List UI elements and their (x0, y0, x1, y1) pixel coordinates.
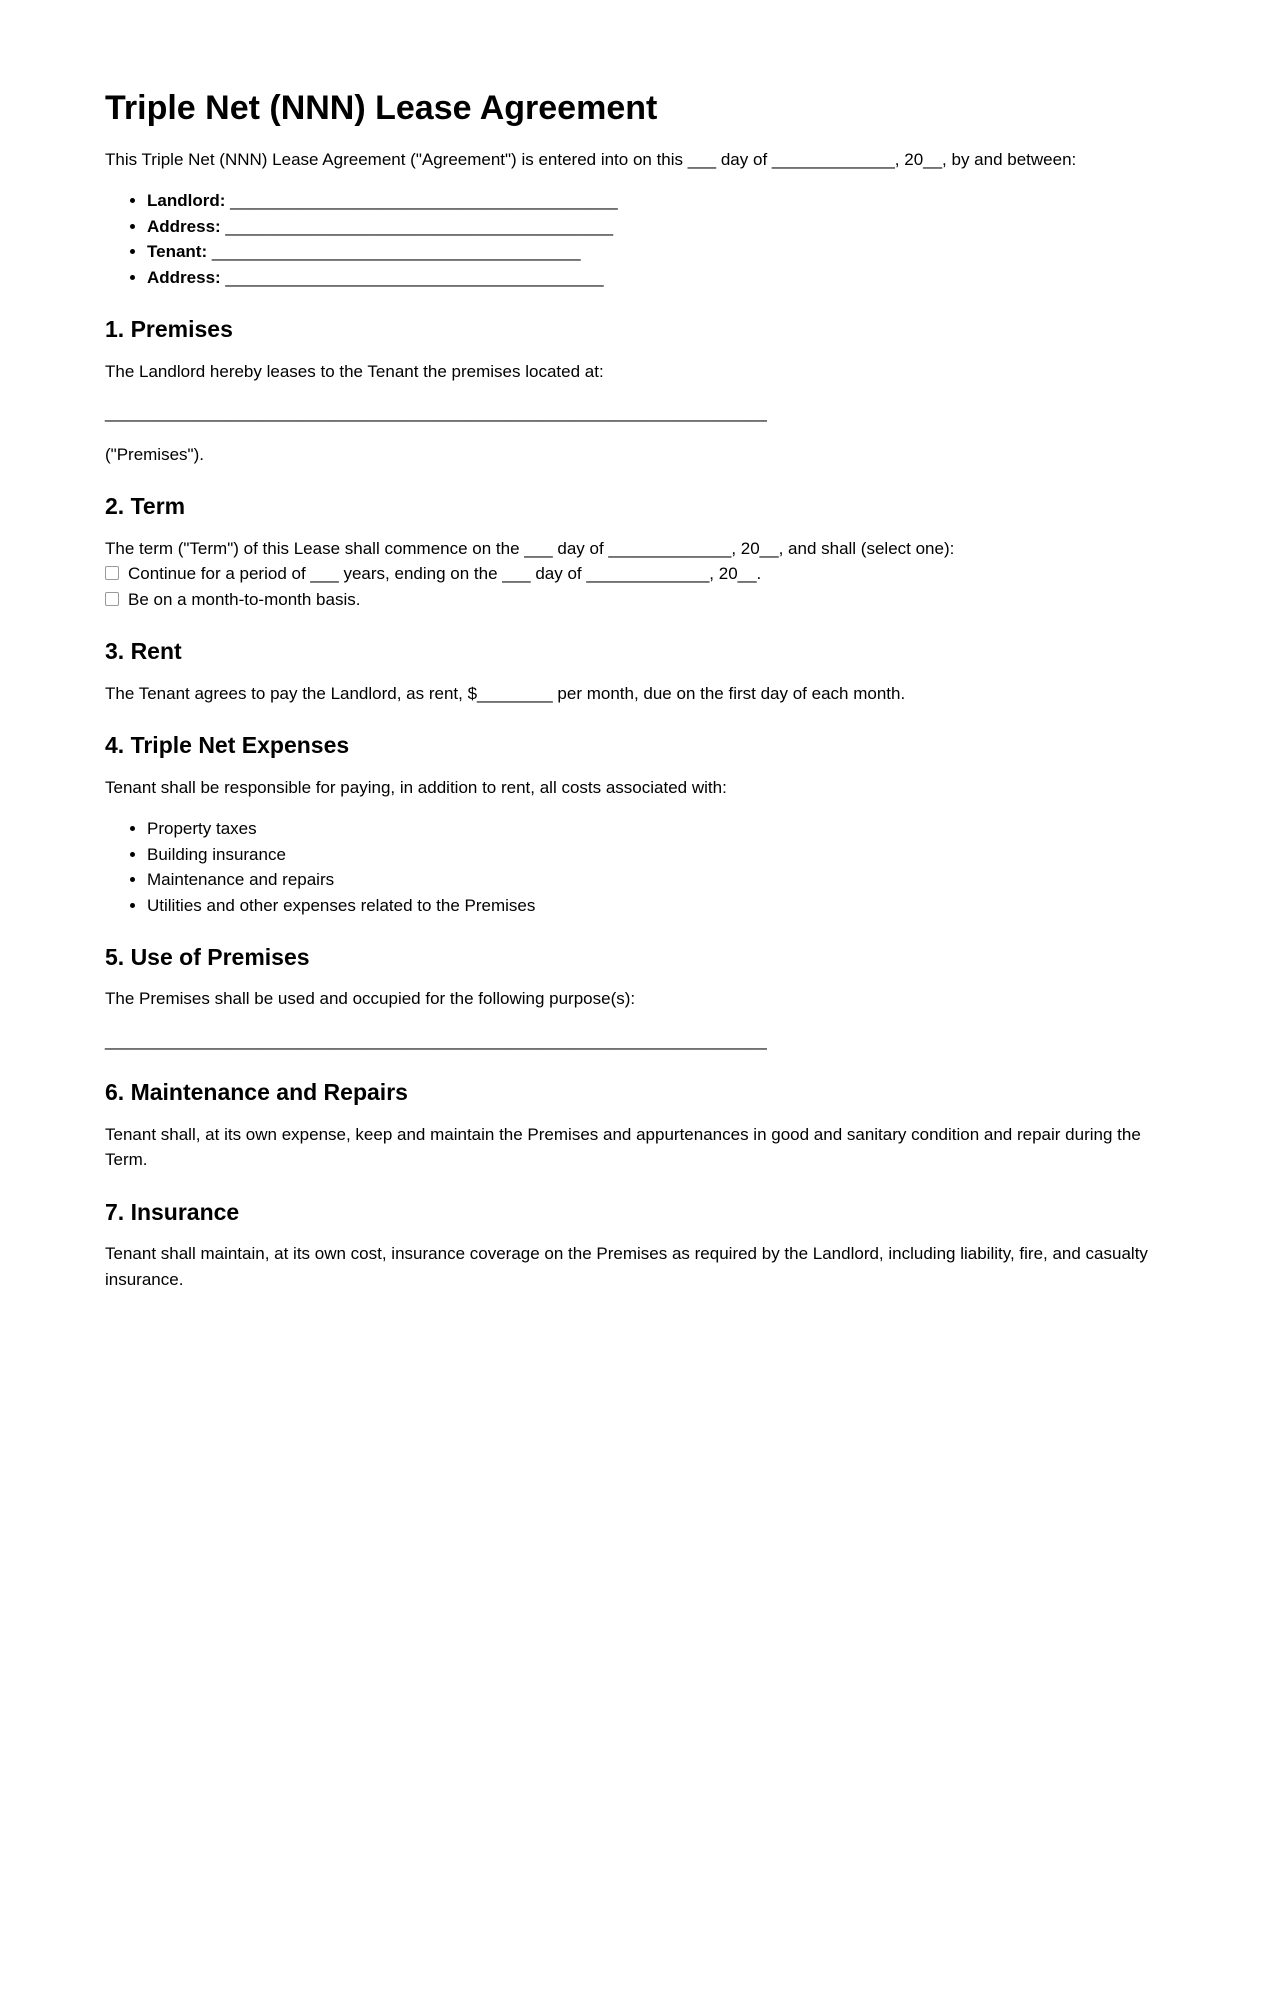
section-heading: 5. Use of Premises (105, 944, 310, 971)
party-blank-line: _______________________________________ (211, 242, 581, 262)
party-label: Landlord: (147, 191, 226, 211)
section-term (105, 493, 1158, 612)
section-heading: 7. Insurance (105, 1198, 240, 1225)
party-item-tenant-address (147, 265, 1158, 291)
premises-blank-line: ______________________________________________________________________ (105, 403, 767, 423)
section-body: Tenant shall be responsible for paying, in addition to rent, all costs associated with: (105, 777, 727, 797)
section-heading: 3. Rent (105, 638, 182, 665)
section-maintenance-and-repairs (105, 1079, 1158, 1172)
expense-item: • Property taxes (147, 816, 1158, 842)
party-item-tenant (147, 239, 1158, 265)
option-label: Continue for a period of ___ years, ending on the ___ day of _____________, 20__. (128, 564, 762, 584)
checkbox-icon[interactable] (105, 592, 119, 606)
party-item-landlord (147, 188, 1158, 214)
section-body: The Tenant agrees to pay the Landlord, as rent, $________ per month, due on the first day of each month. (105, 683, 906, 703)
section-heading: 2. Term (105, 493, 186, 520)
section-use-of-premises (105, 944, 1158, 1053)
expenses-list (105, 816, 1158, 918)
party-blank-line: _________________________________________ (225, 216, 614, 236)
term-option-month-to-month[interactable] (105, 587, 1158, 613)
expense-item: • Utilities and other expenses related to the Premises (147, 893, 1158, 919)
document-title: Triple Net (NNN) Lease Agreement (105, 89, 658, 127)
term-option-fixed-period[interactable] (105, 561, 1158, 587)
premises-note: ("Premises"). (105, 444, 204, 464)
use-blank-line: ______________________________________________________________________ (105, 1030, 767, 1050)
party-blank-line: ________________________________________ (225, 267, 604, 287)
checkbox-icon[interactable] (105, 566, 119, 580)
party-blank-line: _________________________________________ (230, 191, 618, 211)
section-body: The Landlord hereby leases to the Tenant the premises located at: (105, 361, 604, 381)
party-label: Address: (147, 216, 221, 236)
section-heading: 1. Premises (105, 316, 233, 343)
section-heading: 4. Triple Net Expenses (105, 732, 350, 759)
section-triple-net-expenses (105, 732, 1158, 918)
section-body: Tenant shall maintain, at its own cost, insurance coverage on the Premises as required by the Landlord, including liability, fire, and casualty insurance. (105, 1244, 1148, 1289)
section-insurance (105, 1199, 1158, 1292)
expense-item: • Building insurance (147, 842, 1158, 868)
section-body: The term ("Term") of this Lease shall commence on the ___ day of _____________, 20__, and shall (select one): (105, 538, 955, 558)
section-body: Tenant shall, at its own expense, keep and maintain the Premises and appurtenances in good and sanitary condition and repair during the Term. (105, 1124, 1141, 1170)
party-item-landlord-address (147, 214, 1158, 240)
expense-item: • Maintenance and repairs (147, 867, 1158, 893)
section-premises (105, 316, 1158, 467)
parties-list (105, 188, 1158, 290)
option-label: Be on a month-to-month basis. (128, 589, 361, 609)
party-label: Tenant: (147, 242, 208, 262)
party-label: Address: (147, 267, 221, 287)
section-rent (105, 638, 1158, 706)
term-options (105, 561, 1158, 612)
intro-paragraph: This Triple Net (NNN) Lease Agreement ("Agreement") is entered into on this ___ day of _____________, 20__, by and between: (105, 149, 1077, 169)
section-body: The Premises shall be used and occupied for the following purpose(s): (105, 989, 636, 1009)
section-heading: 6. Maintenance and Repairs (105, 1079, 408, 1106)
